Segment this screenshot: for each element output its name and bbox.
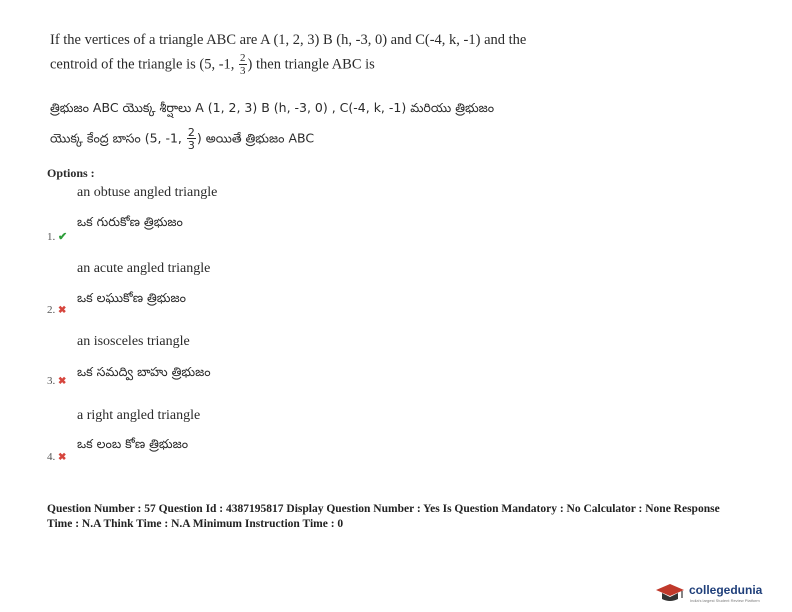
wrong-cross-icon: ✖ xyxy=(58,305,67,316)
question-line-1: If the vertices of a triangle ABC are A (1, 2, 3) B (h, -3, 0) and C(-4, k, -1) and the xyxy=(50,32,527,48)
option-4-number-text: 4. xyxy=(47,451,56,463)
question-telugu-line-2-pre: యొక్క కేంద్ర బాసం (5, -1, xyxy=(50,130,186,146)
fraction-denominator: 3 xyxy=(240,65,246,77)
wrong-cross-icon: ✖ xyxy=(58,452,67,463)
wrong-cross-icon: ✖ xyxy=(58,376,67,387)
logo-name: collegedunia xyxy=(689,583,763,597)
option-1-english[interactable]: an obtuse angled triangle xyxy=(77,185,218,200)
question-telugu-line-1: త్రిభుజం ABC యొక్క శీర్షాలు A (1, 2, 3) B (h, -3, 0) , C(-4, k, -1) మరియు త్రిభుజం xyxy=(50,100,495,115)
collegedunia-logo xyxy=(655,580,787,608)
option-4-number xyxy=(47,451,66,463)
option-3-number xyxy=(47,375,66,387)
option-2-telugu[interactable]: ఒక లఘుకోణ త్రిభుజం xyxy=(77,290,186,305)
option-1-number-text: 1. xyxy=(47,231,56,243)
fraction-telugu-numerator: 2 xyxy=(187,126,195,139)
question-meta-line-1: Question Number : 57 Question Id : 4387195817 Display Question Number : Yes Is Question Mandatory : No Calculator : None Response xyxy=(47,503,720,515)
option-3-telugu[interactable]: ఒక సమద్వి బాహు త్రిభుజం xyxy=(77,364,211,379)
question-telugu-line-2-post: ) అయితే త్రిభుజం ABC xyxy=(196,130,315,146)
fraction-telugu-denominator: 3 xyxy=(187,139,195,152)
option-1-number xyxy=(47,230,67,243)
fraction-telugu xyxy=(187,127,196,151)
question-telugu-line-2 xyxy=(50,127,314,151)
question-line-2 xyxy=(50,53,375,77)
option-1-telugu[interactable]: ఒక గురుకోణ త్రిభుజం xyxy=(77,214,183,229)
option-4-english[interactable]: a right angled triangle xyxy=(77,408,201,423)
option-4-telugu[interactable]: ఒక లంబ కోణ త్రిభుజం xyxy=(77,436,189,451)
options-label: Options : xyxy=(47,166,95,180)
question-line-2-pre: centroid of the triangle is (5, -1, xyxy=(50,56,239,73)
question-line-2-post: ) then triangle ABC is xyxy=(247,56,375,73)
question-meta-line-2: Time : N.A Think Time : N.A Minimum Instruction Time : 0 xyxy=(47,518,344,530)
fraction xyxy=(239,53,247,77)
graduation-cap-icon xyxy=(655,582,685,606)
option-2-english[interactable]: an acute angled triangle xyxy=(77,261,211,276)
option-2-number-text: 2. xyxy=(47,304,56,316)
logo-tagline: India's largest Student Review Platform xyxy=(690,598,760,603)
correct-check-icon: ✔ xyxy=(58,231,68,243)
option-3-number-text: 3. xyxy=(47,375,56,387)
option-2-number xyxy=(47,304,66,316)
fraction-numerator: 2 xyxy=(240,52,246,64)
option-3-english[interactable]: an isosceles triangle xyxy=(77,334,190,349)
